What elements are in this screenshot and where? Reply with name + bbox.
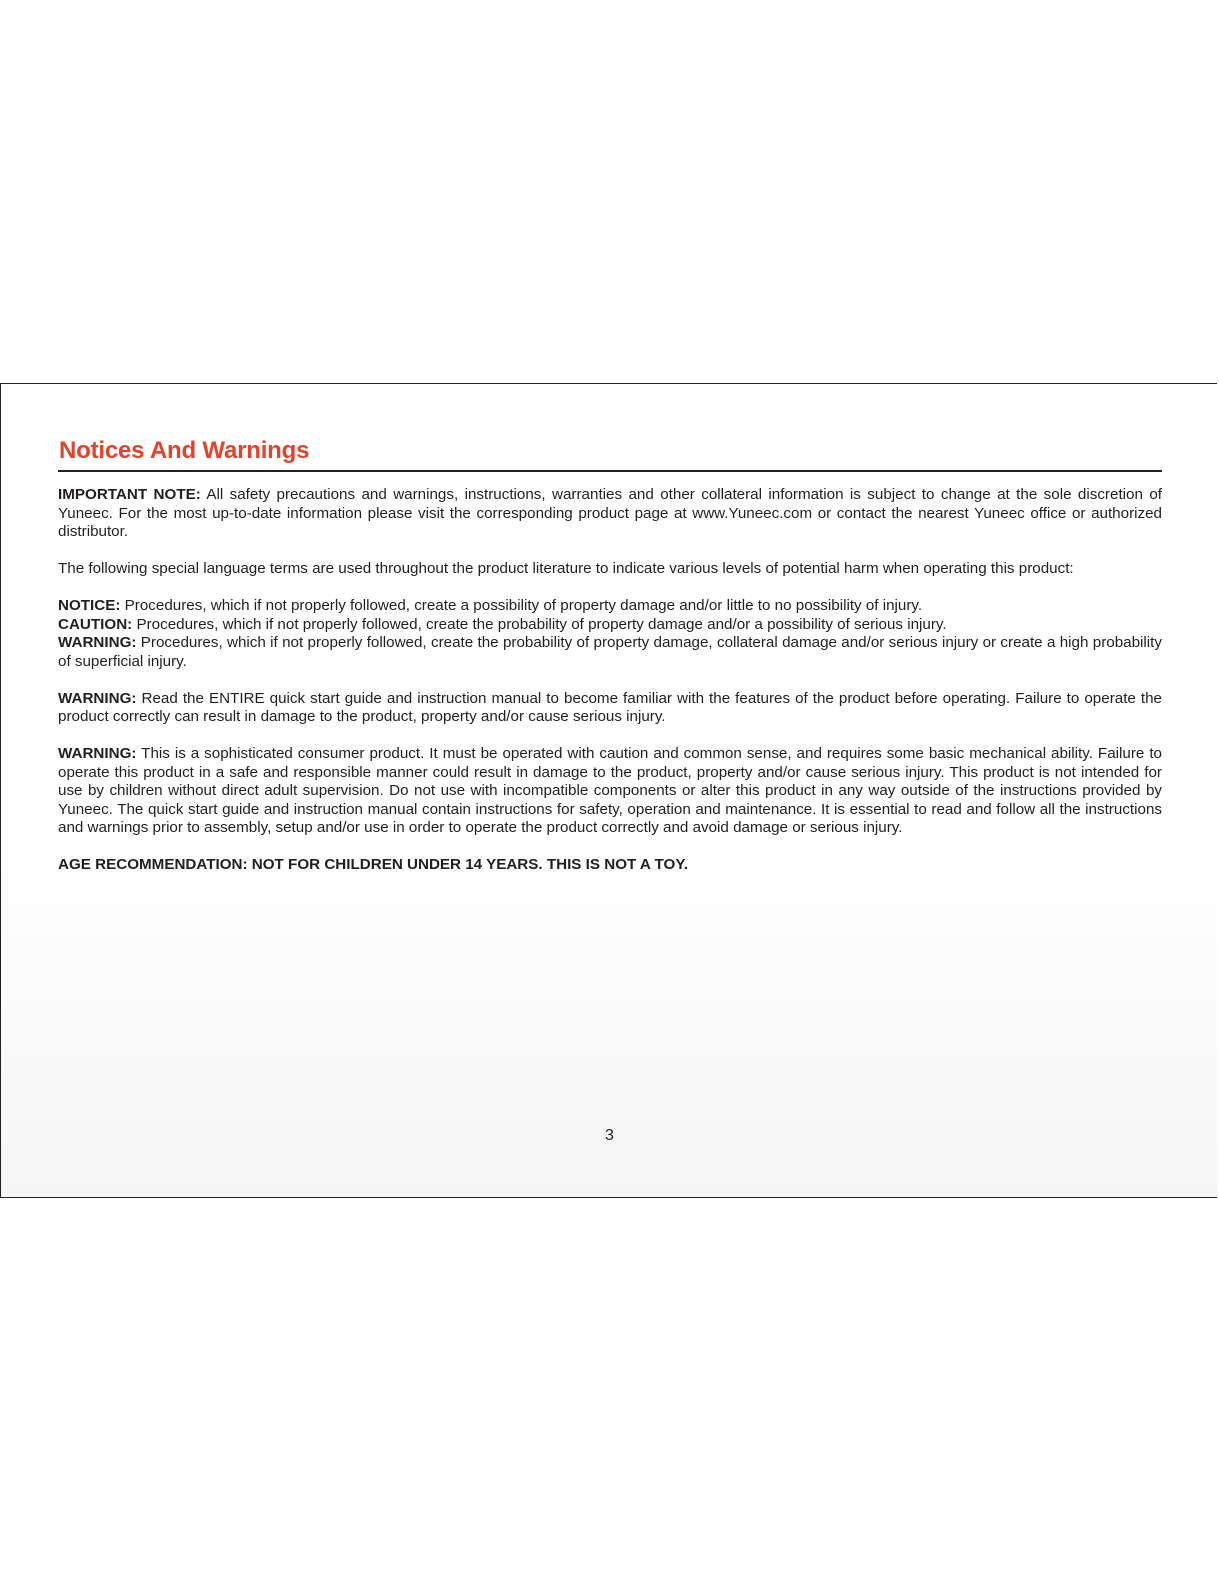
page-number: 3 bbox=[605, 1127, 614, 1144]
warning-sophisticated-product-paragraph bbox=[58, 745, 1162, 838]
warning-term bbox=[58, 634, 1162, 671]
manual-page bbox=[0, 383, 1217, 1198]
warning-sophisticated-product-label: WARNING: bbox=[58, 745, 137, 762]
age-recommendation bbox=[58, 856, 1162, 875]
warning-label: WARNING: bbox=[58, 634, 137, 651]
warning-read-manual-text: Read the ENTIRE quick start guide and instruction manual to become familiar with the features of the product before operating. Failure to operate the product correctly can result in damage to the product, property and/or cause serious injury. bbox=[58, 689, 1162, 725]
caution-term bbox=[58, 616, 1162, 635]
important-note-label: IMPORTANT NOTE: bbox=[58, 486, 201, 503]
caution-text: Procedures, which if not properly followed, create the probability of property damage and/or a possibility of serious injury. bbox=[132, 615, 947, 633]
spacer bbox=[58, 727, 1162, 746]
important-note-paragraph bbox=[58, 486, 1162, 542]
warning-text: Procedures, which if not properly followed, create the probability of property damage, collateral damage and/or serious injury or create a high probability of superficial injury. bbox=[58, 634, 1162, 670]
warning-sophisticated-product-text: This is a sophisticated consumer product. It must be operated with caution and common sense, and requires some basic mechanical ability. Failure to operate this product in a safe and responsible manner could result in damage to the product, property and/or cause serious injury. This product is not intended for use by children without direct adult supervision. Do not use with incompatible components or alter this product in any way outside of the instructions provided by Yuneec. The quick start guide and instruction manual contain instructions for safety, operation and maintenance. It is essential to read and follow all the instructions and warnings prior to assembly, setup and/or use in order to operate the product correctly and avoid damage or serious injury. bbox=[58, 745, 1162, 836]
warning-read-manual-paragraph bbox=[58, 690, 1162, 727]
spacer bbox=[58, 671, 1162, 690]
page-content bbox=[58, 436, 1162, 875]
important-note-text: All safety precautions and warnings, instructions, warranties and other collateral information is subject to change at the sole discretion of Yuneec. For the most up-to-date information please visit the corresponding product page at www.Yuneec.com or contact the nearest Yuneec office or authorized distributor. bbox=[58, 486, 1162, 540]
age-recommendation-text: AGE RECOMMENDATION: NOT FOR CHILDREN UNDER 14 YEARS. THIS IS NOT A TOY. bbox=[58, 856, 689, 873]
spacer bbox=[58, 579, 1162, 598]
caution-label: CAUTION: bbox=[58, 615, 133, 633]
section-title: Notices And Warnings bbox=[58, 436, 1162, 472]
spacer bbox=[58, 838, 1162, 857]
notice-label: NOTICE: bbox=[58, 597, 121, 614]
intro-paragraph: The following special language terms are used throughout the product literature to indicate various levels of potential harm when operating this product: bbox=[58, 560, 1074, 577]
spacer bbox=[58, 542, 1162, 561]
warning-read-manual-label: WARNING: bbox=[58, 689, 137, 707]
notice-text: Procedures, which if not properly followed, create a possibility of property damage and/or little to no possibility of injury. bbox=[120, 597, 923, 614]
notice-term bbox=[58, 597, 1162, 616]
